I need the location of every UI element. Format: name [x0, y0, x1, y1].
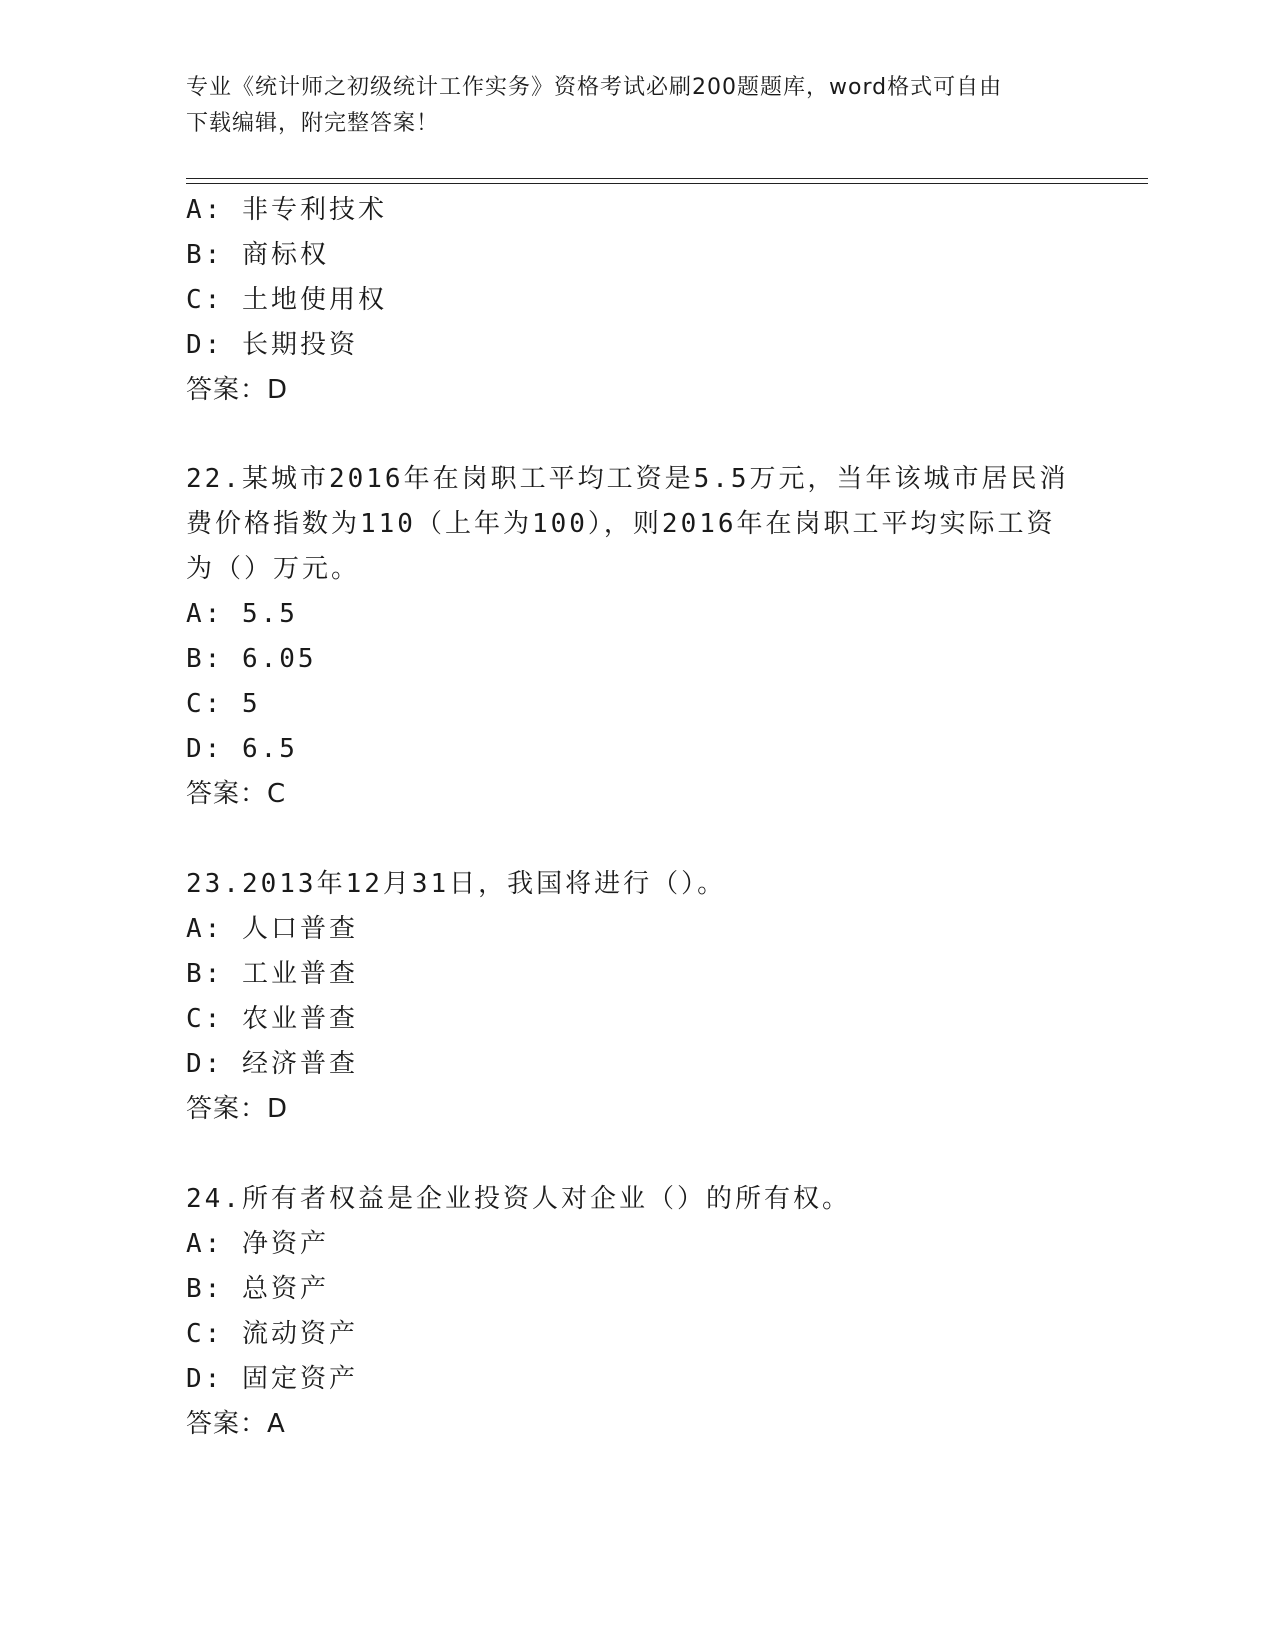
q23-option-b: B: 工业普查 [186, 959, 358, 989]
header-divider-bottom [186, 183, 1148, 184]
q24-option-c: C: 流动资产 [186, 1319, 358, 1349]
q21-option-d: D: 长期投资 [186, 330, 358, 360]
q22-option-b: B: 6.05 [186, 644, 317, 674]
q24-answer: 答案：A [186, 1409, 286, 1439]
q24-stem-line-1: 24.所有者权益是企业投资人对企业（）的所有权。 [186, 1184, 851, 1214]
q23-stem-line-1: 23.2013年12月31日，我国将进行（）。 [186, 869, 727, 899]
q24-option-a: A: 净资产 [186, 1229, 329, 1259]
q22-answer: 答案：C [186, 779, 287, 809]
q22-option-c: C: 5 [186, 689, 261, 719]
header-line-1: 专业《统计师之初级统计工作实务》资格考试必刷200题题库，word格式可自由 [186, 75, 1003, 100]
q22-stem-line-3: 为（）万元。 [186, 554, 361, 584]
q21-answer: 答案：D [186, 375, 289, 405]
q23-option-a: A: 人口普查 [186, 914, 358, 944]
q22-option-d: D: 6.5 [186, 734, 298, 764]
q21-option-a: A: 非专利技术 [186, 195, 387, 225]
q21-option-b: B: 商标权 [186, 240, 329, 270]
q23-option-c: C: 农业普查 [186, 1004, 358, 1034]
q22-stem-line-1: 22.某城市2016年在岗职工平均工资是5.5万元，当年该城市居民消 [186, 464, 1069, 494]
q21-option-c: C: 土地使用权 [186, 285, 387, 315]
header-divider-top [186, 178, 1148, 179]
header-line-2: 下载编辑，附完整答案！ [186, 111, 440, 136]
document-header [186, 70, 1066, 142]
q22-stem-line-2: 费价格指数为110（上年为100），则2016年在岗职工平均实际工资 [186, 509, 1056, 539]
q24-option-b: B: 总资产 [186, 1274, 329, 1304]
q23-option-d: D: 经济普查 [186, 1049, 358, 1079]
q22-option-a: A: 5.5 [186, 599, 298, 629]
q23-answer: 答案：D [186, 1094, 289, 1124]
q24-option-d: D: 固定资产 [186, 1364, 358, 1394]
